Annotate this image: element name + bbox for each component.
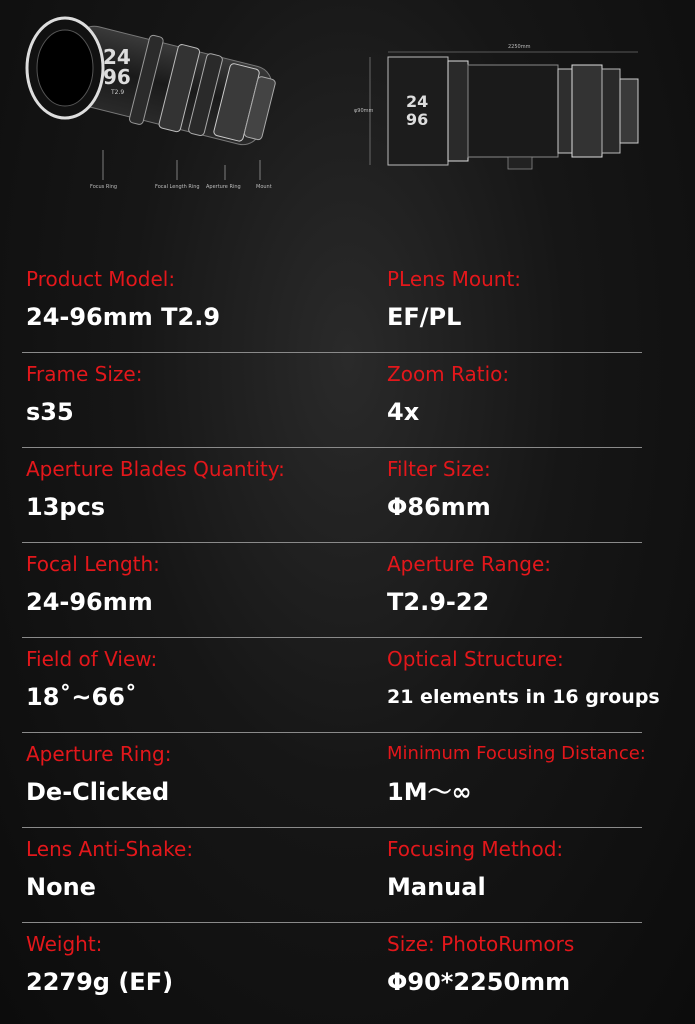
- spec-value: 21 elements in 16 groups: [387, 686, 660, 708]
- spec-label: Product Model:: [26, 267, 176, 291]
- focal-length-ring-callout: Focal Length Ring: [155, 184, 200, 190]
- spec-cell-aperture-ring: [26, 741, 171, 807]
- spec-row: [0, 448, 695, 543]
- spec-label: Weight:: [26, 932, 103, 956]
- spec-value: None: [26, 873, 96, 901]
- spec-table: [0, 258, 695, 1018]
- spec-label: Filter Size:: [387, 457, 491, 481]
- spec-label: Frame Size:: [26, 362, 143, 386]
- spec-value: 18˚~66˚: [26, 683, 137, 711]
- spec-value: Manual: [387, 873, 486, 901]
- lens-side-illustration: [358, 35, 658, 215]
- diameter-dimension-label: φ90mm: [354, 108, 374, 114]
- spec-cell-size: [387, 931, 574, 997]
- spec-cell-optical-structure: [387, 646, 660, 712]
- spec-value: T2.9-22: [387, 588, 490, 616]
- spec-value: 24-96mm: [26, 588, 153, 616]
- spec-value: Φ90*2250mm: [387, 968, 571, 996]
- side-marking-line1: 24: [406, 92, 429, 111]
- spec-value: EF/PL: [387, 303, 462, 331]
- spec-label: PLens Mount:: [387, 267, 522, 291]
- side-marking-line2: 96: [406, 110, 429, 129]
- spec-value: s35: [26, 398, 74, 426]
- lens-hero: [0, 0, 695, 240]
- spec-label: Focusing Method:: [387, 837, 564, 861]
- spec-label: Aperture Blades Quantity:: [26, 457, 285, 481]
- spec-label: Minimum Focusing Distance:: [387, 743, 646, 764]
- spec-value: De-Clicked: [26, 778, 170, 806]
- spec-cell-focusing-method: [387, 836, 563, 902]
- lens-marking-line1: 24: [103, 45, 131, 69]
- spec-cell-zoom-ratio: [387, 361, 509, 427]
- spec-label: Size: PhotoRumors: [387, 932, 575, 956]
- spec-value: Φ86mm: [387, 493, 491, 521]
- spec-label: Optical Structure:: [387, 647, 564, 671]
- spec-cell-field-of-view: [26, 646, 157, 712]
- spec-row: [0, 353, 695, 448]
- spec-label: Aperture Range:: [387, 552, 551, 576]
- spec-value: 2279g (EF): [26, 968, 174, 996]
- spec-cell-aperture-range: [387, 551, 551, 617]
- spec-value: 4x: [387, 398, 420, 426]
- spec-row: [0, 543, 695, 638]
- lens-marking-line2: 96: [103, 65, 131, 89]
- spec-cell-weight: [26, 931, 173, 997]
- spec-row: [0, 733, 695, 828]
- length-dimension-label: 2250mm: [508, 44, 531, 50]
- spec-value: 24-96mm T2.9: [26, 303, 221, 331]
- lens-marking-line3: T2.9: [111, 89, 125, 96]
- focus-ring-callout: Focus Ring: [90, 184, 118, 190]
- spec-row: [0, 258, 695, 353]
- spec-label: Lens Anti-Shake:: [26, 837, 194, 861]
- spec-cell-frame-size: [26, 361, 142, 427]
- spec-label: Zoom Ratio:: [387, 362, 510, 386]
- lens-perspective-illustration: [15, 10, 315, 210]
- spec-cell-anti-shake: [26, 836, 193, 902]
- spec-label: Focal Length:: [26, 552, 160, 576]
- spec-label: Field of View:: [26, 647, 158, 671]
- spec-row: [0, 638, 695, 733]
- spec-row: [0, 828, 695, 923]
- spec-cell-aperture-blades: [26, 456, 285, 522]
- spec-cell-filter-size: [387, 456, 491, 522]
- spec-value: 13pcs: [26, 493, 106, 521]
- spec-cell-product-model: [26, 266, 220, 332]
- spec-cell-min-focus-distance: [387, 741, 646, 807]
- spec-cell-focal-length: [26, 551, 160, 617]
- spec-value: 1M～∞: [387, 778, 472, 806]
- spec-cell-lens-mount: [387, 266, 521, 332]
- aperture-ring-callout: Aperture Ring: [206, 184, 241, 190]
- spec-row: [0, 923, 695, 1018]
- mount-callout: Mount: [256, 184, 272, 190]
- spec-label: Aperture Ring:: [26, 742, 172, 766]
